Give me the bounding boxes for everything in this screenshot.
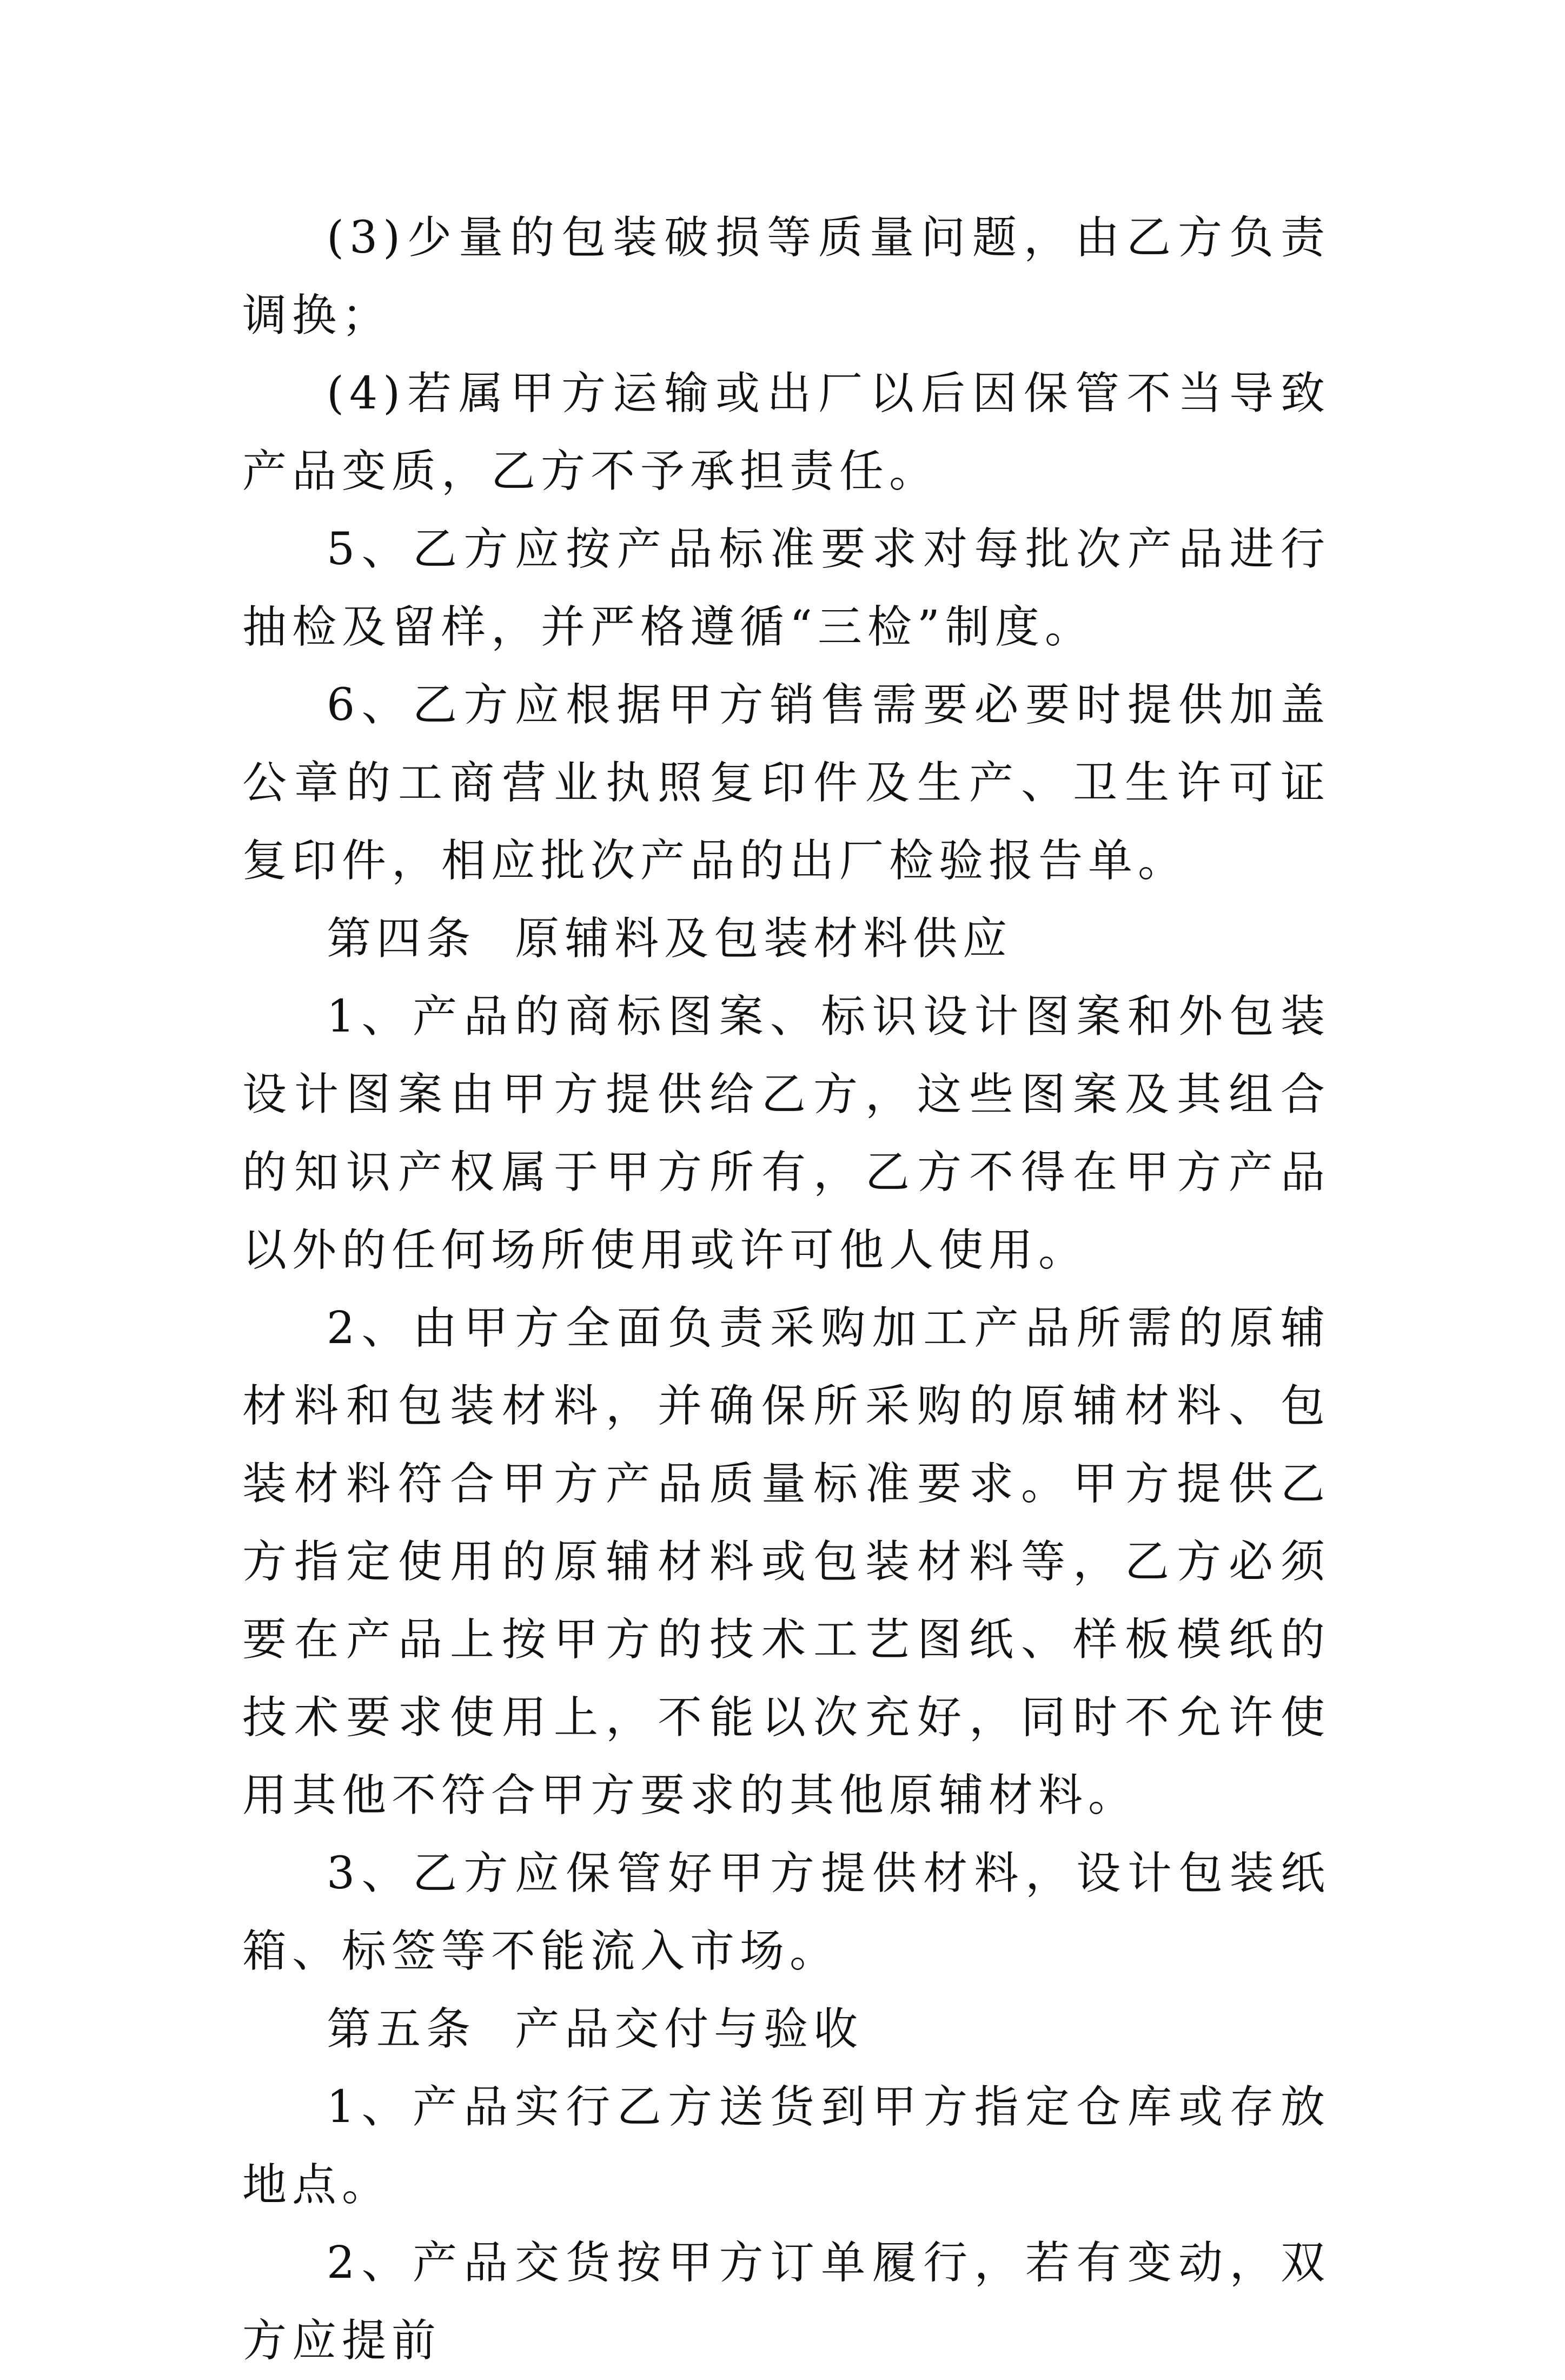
article-four-item-2: 2、由甲方全面负责采购加工产品所需的原辅材料和包装材料，并确保所采购的原辅材料、包装材料符合甲方产品质量标准要求。甲方提供乙方指定使用的原辅材料或包装材料等，乙方必须要在产品上按甲方的技术工艺图纸、样板模纸的技术要求使用上，不能以次充好，同时不允许使用其他不符合甲方要求的其他原辅材料。 [242,1303,1330,1821]
article-four-item-3: 3、乙方应保管好甲方提供材料，设计包装纸箱、标签等不能流入市场。 [242,1848,1330,1977]
clause-item-5: 5、乙方应按产品标准要求对每批次产品进行抽检及留样，并严格遵循“三检”制度。 [242,524,1330,653]
document-body [242,199,1330,2380]
article-five-item-2: 2、产品交货按甲方订单履行，若有变动，双方应提前 [242,2237,1330,2366]
clause-item-3: (3)少量的包装破损等质量问题，由乙方负责调换； [242,212,1330,341]
article-five-item-1: 1、产品实行乙方送货到甲方指定仓库或存放地点。 [242,2081,1330,2211]
article-four-item-1: 1、产品的商标图案、标识设计图案和外包装设计图案由甲方提供给乙方，这些图案及其组合的知识产权属于甲方所有，乙方不得在甲方产品以外的任何场所使用或许可他人使用。 [242,991,1330,1276]
clause-item-6: 6、乙方应根据甲方销售需要必要时提供加盖公章的工商营业执照复印件及生产、卫生许可证复印件，相应批次产品的出厂检验报告单。 [242,679,1330,887]
article-five-heading: 第五条 产品交付与验收 [327,2004,864,2055]
article-four-heading: 第四条 原辅料及包装材料供应 [327,913,1013,964]
clause-item-4: (4)若属甲方运输或出厂以后因保管不当导致产品变质，乙方不予承担责任。 [242,368,1330,497]
